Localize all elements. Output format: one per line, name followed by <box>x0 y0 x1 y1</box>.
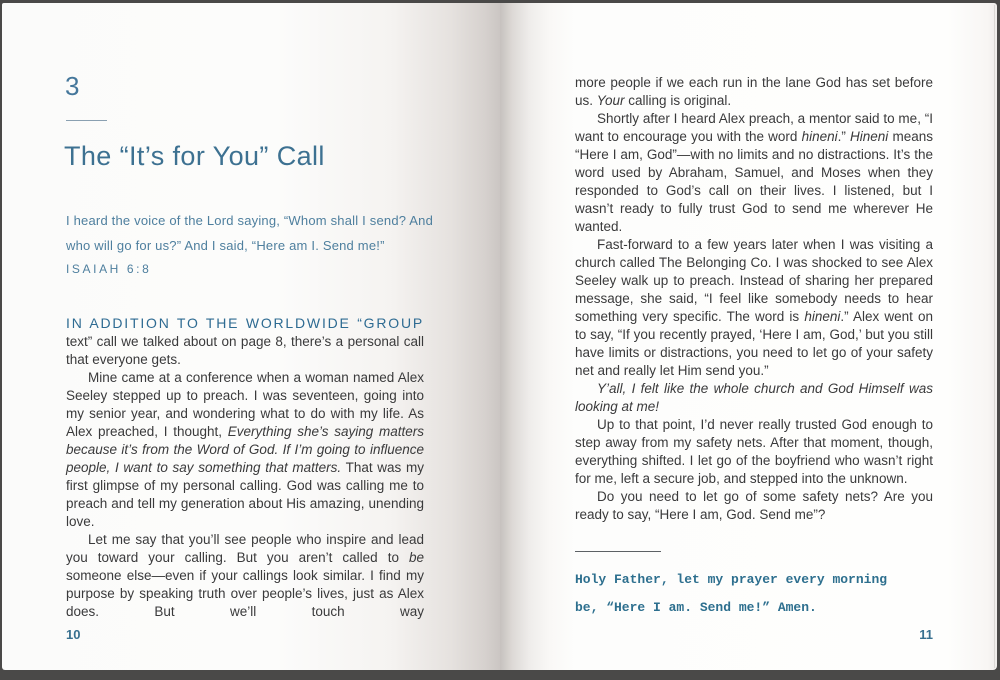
text-run: Your <box>596 93 625 108</box>
text-run: Everything she’s saying matters because it’s from the Word of God. If I’m going to influence people, I want to say something that matters. <box>66 424 425 475</box>
text-run: hineni <box>804 309 841 324</box>
paragraph <box>575 74 933 110</box>
paragraph <box>66 314 424 369</box>
left-page <box>2 3 500 670</box>
text-run: text” call we talked about on page 8, there’s a personal call that everyone gets. <box>66 334 424 367</box>
text-run: Shortly after I heard Alex preach, a mentor said to me, “I want to encourage you with the word <box>575 111 933 144</box>
text-run: Fast-forward to a few years later when I was visiting a church called The Belonging Co. I was shocked to see Alex Seeley walk up to preach. Instead of sharing her prepared message, she said, “I feel like somebody needs to hear something very specific. The word is <box>575 237 933 324</box>
prayer-line: Holy Father, let my prayer every morning <box>575 572 888 587</box>
text-run: That was my first glimpse of my personal calling. God was calling me to preach and tell my generation about His amazing, unending love. <box>66 460 424 529</box>
paragraph <box>575 488 933 524</box>
prayer-text <box>575 566 945 622</box>
text-run: more people if we each run in the lane God has set before us. <box>575 75 933 108</box>
paragraph <box>575 236 933 380</box>
right-page <box>500 3 997 670</box>
chapter-title: The “It’s for You” Call <box>64 141 325 171</box>
paragraph <box>575 380 933 416</box>
book-spread <box>2 3 997 670</box>
paragraph <box>575 416 933 488</box>
prayer-line: be, “Here I am. Send me!” Amen. <box>575 600 817 615</box>
section-divider <box>575 551 661 552</box>
text-run: Let me say that you’ll see people who inspire and lead you toward your calling. But you aren’t called to <box>66 532 424 565</box>
text-run: calling is original. <box>624 93 732 108</box>
text-run: Do you need to let go of some safety nets? Are you ready to say, “Here I am, God. Send me”? <box>575 489 933 522</box>
body-text-right <box>575 74 933 524</box>
body-text-left <box>66 314 424 621</box>
text-run: .” Alex went on to say, “If you recently prayed, ‘Here I am, God,’ but you still have limits or distractions, you need to let go of your safety net and really let Him send you.” <box>575 309 933 378</box>
text-run: Y’all, I felt like the whole church and God Himself was looking at me! <box>575 381 933 414</box>
text-run: .” <box>837 129 851 144</box>
text-run: Hineni <box>850 129 889 144</box>
page-number-left: 10 <box>66 627 81 642</box>
text-run: be <box>408 550 424 565</box>
scripture-reference: ISAIAH 6:8 <box>66 262 152 276</box>
paragraph <box>66 369 424 531</box>
chapter-number: 3 <box>65 71 80 101</box>
text-run: someone else—even if your callings look similar. I find my purpose by speaking truth over people’s lives, just as Alex does. But we’ll touch way <box>66 568 424 619</box>
text-run: Mine came at a conference when a woman named Alex Seeley stepped up to preach. I was seventeen, going into my senior year, and wondering what to do with my life. As Alex preached, I thought, <box>66 370 424 439</box>
epigraph: I heard the voice of the Lord saying, “Whom shall I send? And who will go for us?” And I said, “Here am I. Send me!” <box>66 213 434 253</box>
text-run: IN ADDITION TO THE WORLDWIDE “GROUP <box>66 315 424 331</box>
paragraph <box>575 110 933 236</box>
text-run: Up to that point, I’d never really trusted God enough to step away from my safety nets. After that moment, though, everything shifted. I let go of the boyfriend who wasn’t right for me, left a secure job, and stepped into the unknown. <box>575 417 933 486</box>
paragraph <box>66 531 424 621</box>
chapter-rule <box>66 120 107 121</box>
page-number-right: 11 <box>919 627 933 642</box>
text-run: means “Here I am, God”—with no limits and no distractions. It’s the word used by Abraham, Samuel, and Moses when they responded to God’s call on their lives. I listened, but I wasn’t ready to fully trust God to send me wherever He wanted. <box>575 129 933 234</box>
text-run: hineni <box>801 129 838 144</box>
